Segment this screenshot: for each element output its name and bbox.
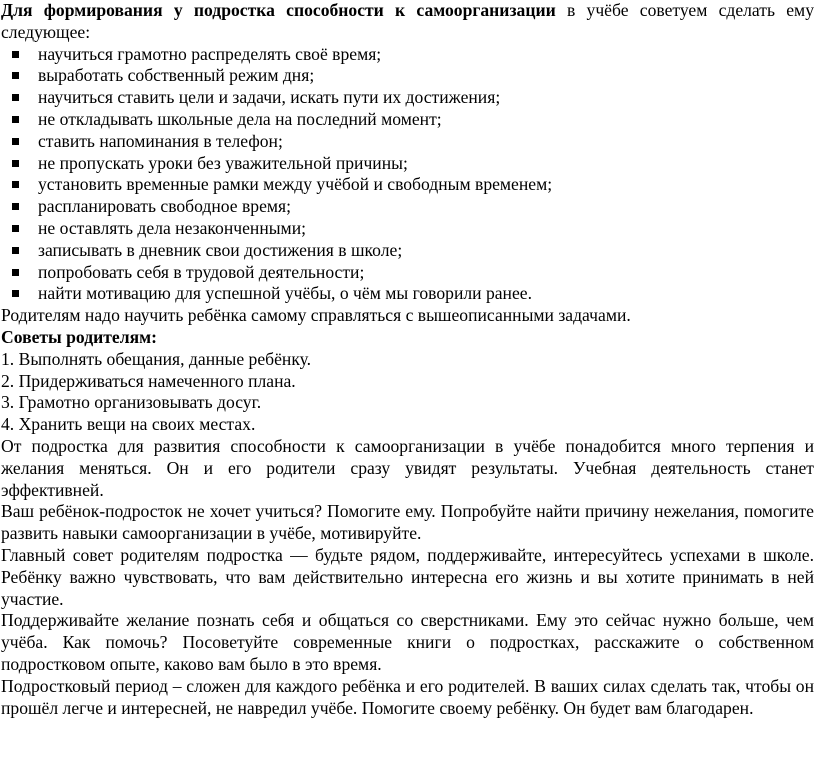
parents-tip: 2. Придерживаться намеченного плана. (1, 370, 296, 391)
list-item: не оставлять дела незаконченными; (1, 218, 814, 240)
square-bullet-icon (12, 72, 19, 79)
list-item: не пропускать уроки без уважительной причины; (1, 153, 814, 175)
parents-heading: Советы родителям: (1, 326, 157, 347)
body-paragraph: Главный совет родителям подростка — будьте рядом, поддерживайте, интересуйтесь успехами в школе. Ребёнку важно чувствовать, что вам действительно интересна его жизнь и вы хотите принимать в ней участие. (1, 544, 814, 609)
body-paragraph: Поддерживайте желание познать себя и общаться со сверстниками. Ему это сейчас нужно больше, чем учёба. Как помочь? Посоветуйте современные книги о подростках, расскажите о собственном подростковом опыте, каково вам было в это время. (1, 610, 814, 674)
square-bullet-icon (12, 181, 19, 188)
list-item: выработать собственный режим дня; (1, 65, 814, 87)
square-bullet-icon (12, 290, 19, 297)
parents-tip: 3. Грамотно организовывать досуг. (1, 392, 262, 413)
square-bullet-icon (12, 225, 19, 232)
square-bullet-icon (12, 247, 19, 254)
square-bullet-icon (12, 269, 19, 276)
list-item: научиться грамотно распределять своё время; (1, 44, 814, 66)
body-paragraph: Ваш ребёнок-подросток не хочет учиться? Помогите ему. Попробуйте найти причину нежелания, помогите развить навыки самоорганизации в учёбе, мотивируйте. (1, 501, 814, 544)
list-item: попробовать себя в трудовой деятельности; (1, 262, 814, 284)
list-item: распланировать свободное время; (1, 196, 814, 218)
list-item: установить временные рамки между учёбой и свободным временем; (1, 174, 814, 196)
body-paragraph: Подростковый период – сложен для каждого ребёнка и его родителей. В ваших силах сделать так, чтобы он прошёл легче и интересней, не навредил учёбе. Помогите своему ребёнку. Он будет вам благодарен. (1, 675, 814, 718)
square-bullet-icon (12, 94, 19, 101)
square-bullet-icon (12, 51, 19, 58)
square-bullet-icon (12, 203, 19, 210)
document-page (1, 0, 814, 719)
parents-tip: 4. Хранить вещи на своих местах. (1, 414, 256, 435)
tips-list (1, 44, 814, 306)
intro-lead: Для формирования у подростка способности к самоорганизации (1, 0, 556, 20)
square-bullet-icon (12, 160, 19, 167)
intro-rest: в учёбе советуем сделать ему следующее: (1, 0, 814, 42)
square-bullet-icon (12, 116, 19, 123)
parents-note: Родителям надо научить ребёнка самому справляться с вышеописанными задачами. (1, 305, 631, 326)
list-item: не откладывать школьные дела на последний момент; (1, 109, 814, 131)
list-item: найти мотивацию для успешной учёбы, о чём мы говорили ранее. (1, 283, 814, 305)
list-item: научиться ставить цели и задачи, искать пути их достижения; (1, 87, 814, 109)
list-item: записывать в дневник свои достижения в школе; (1, 240, 814, 262)
intro-paragraph (1, 0, 814, 44)
square-bullet-icon (12, 138, 19, 145)
body-paragraph: От подростка для развития способности к самоорганизации в учёбе понадобится много терпения и желания меняться. Он и его родители сразу увидят результаты. Учебная деятельность станет эффективней. (1, 435, 814, 500)
list-item: ставить напоминания в телефон; (1, 131, 814, 153)
parents-tip: 1. Выполнять обещания, данные ребёнку. (1, 348, 312, 369)
